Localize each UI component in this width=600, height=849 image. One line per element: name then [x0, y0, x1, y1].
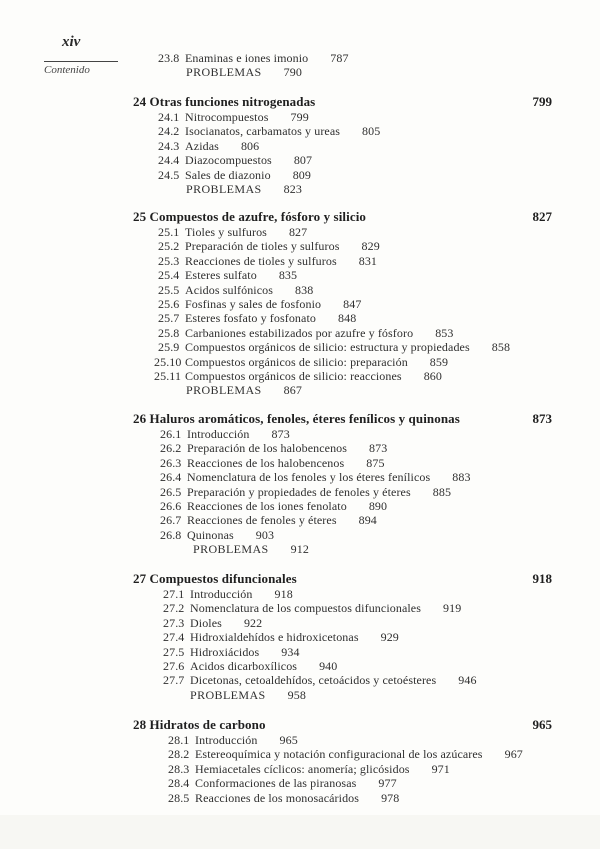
page-ref: 894: [358, 513, 377, 528]
page-ref: 885: [432, 484, 452, 499]
toc-entry: [158, 168, 311, 183]
toc-entry: [163, 601, 461, 616]
toc-problems-entry: [186, 65, 302, 80]
toc-entry: [158, 297, 361, 312]
toc-entry: [163, 630, 399, 645]
section-title: Reacciones de fenoles y éteres: [187, 513, 337, 528]
section-number: 25.2: [158, 239, 180, 254]
toc-entry: [160, 513, 377, 528]
section-title: Carbaniones estabilizados por azufre y fósforo: [185, 325, 414, 340]
section-title: Hemiacetales cíclicos: anomería; glicósidos: [195, 761, 410, 776]
toc-entry: [160, 485, 451, 500]
problems-label: PROBLEMAS: [193, 542, 269, 557]
section-number: 26.1: [160, 427, 182, 441]
section-title: Azidas: [185, 138, 219, 153]
chapter-title: 25 Compuestos de azufre, fósforo y silicio: [133, 209, 367, 224]
section-title: Acidos dicarboxílicos: [190, 659, 298, 673]
section-number: 24.5: [158, 167, 180, 182]
toc-entry: [158, 110, 309, 125]
chapter-page-ref: 918: [532, 571, 552, 586]
section-title: Hidroxiácidos: [190, 644, 260, 659]
page-ref: 929: [380, 630, 399, 645]
toc-entry: [158, 51, 349, 66]
toc-entry: [168, 733, 298, 748]
section-title: Preparación de tioles y sulfuros: [185, 239, 340, 254]
page-ref: 958: [287, 687, 306, 702]
page-bottom-edge: [0, 815, 600, 849]
page-ref: 912: [290, 542, 309, 557]
page-ref: 918: [274, 587, 293, 601]
page-ref: 940: [319, 659, 338, 673]
section-number: 28.3: [168, 761, 190, 776]
page-number: xiv: [62, 34, 81, 50]
page-ref: 971: [431, 761, 450, 776]
section-title: Introducción: [187, 427, 250, 441]
toc-entry: [160, 456, 385, 471]
section-number: 26.4: [160, 470, 182, 485]
page-ref: 853: [435, 325, 454, 340]
toc-entry: [158, 326, 454, 341]
toc-entry: [154, 369, 442, 384]
section-title: Nitrocompuestos: [185, 110, 269, 124]
problems-label: PROBLEMAS: [186, 383, 262, 398]
page-ref: 977: [378, 776, 397, 791]
page-ref: 807: [293, 153, 313, 168]
problems-label: PROBLEMAS: [190, 687, 266, 702]
section-title: Preparación de los halobencenos: [187, 441, 348, 456]
header-rule: [44, 61, 118, 62]
page-ref: 790: [283, 65, 302, 79]
section-title: Reacciones de tioles y sulfuros: [185, 253, 337, 268]
section-title: Reacciones de los iones fenolato: [187, 499, 347, 513]
section-title: Reacciones de los monosacáridos: [195, 790, 360, 805]
section-title: Preparación y propiedades de fenoles y éteres: [187, 484, 411, 499]
toc-entry: [163, 616, 262, 631]
section-title: Nomenclatura de los compuestos difuncionales: [190, 601, 422, 616]
section-number: 26.5: [160, 484, 182, 499]
toc-entry: [163, 659, 337, 674]
page-ref: 919: [443, 601, 462, 616]
page-ref: 838: [295, 282, 314, 297]
section-title: Compuestos orgánicos de silicio: reacciones: [185, 369, 402, 383]
section-number: 27.2: [163, 601, 185, 616]
page-ref: 903: [255, 527, 275, 542]
section-number: 25.5: [158, 282, 180, 297]
section-number: 25.1: [158, 225, 180, 239]
problems-label: PROBLEMAS: [186, 65, 262, 79]
section-title: Quinonas: [187, 527, 234, 542]
page-ref: 823: [283, 182, 302, 196]
section-number: 24.3: [158, 138, 180, 153]
section-number: 23.8: [158, 51, 180, 65]
toc-entry: [158, 268, 297, 283]
chapter-page-ref: 873: [532, 411, 552, 426]
toc-entry: [158, 254, 377, 269]
section-number: 26.3: [160, 455, 182, 470]
chapter-page-ref: 799: [532, 94, 552, 109]
toc-entry: [158, 139, 259, 154]
page-ref: 883: [452, 470, 471, 485]
page-ref: 873: [369, 441, 388, 456]
section-title: Isocianatos, carbamatos y ureas: [185, 124, 341, 139]
toc-entry: [158, 225, 307, 240]
section-number: 25.3: [158, 253, 180, 268]
section-number: 27.1: [163, 587, 185, 601]
section-number: 24.1: [158, 110, 180, 124]
section-number: 24.2: [158, 124, 180, 139]
page-ref: 867: [283, 383, 302, 398]
section-number: 28.2: [168, 747, 190, 762]
toc-entry: [158, 239, 380, 254]
section-number: 24.4: [158, 153, 180, 168]
page-ref: 859: [429, 354, 449, 369]
page-ref: 922: [243, 615, 263, 630]
page-ref: 860: [423, 369, 443, 383]
section-title: Dioles: [190, 615, 222, 630]
section-label: Contenido: [44, 64, 90, 76]
toc-entry: [158, 340, 510, 355]
toc-entry: [158, 124, 380, 139]
section-number: 25.10: [154, 354, 182, 369]
toc-entry: [168, 762, 450, 777]
section-title: Estereoquímica y notación configuracional de los azúcares: [195, 747, 483, 762]
chapter-page-ref: 827: [532, 209, 552, 224]
toc-entry: [158, 153, 312, 168]
toc-entry: [160, 441, 387, 456]
toc-entry: [160, 499, 387, 514]
toc-entry: [160, 528, 274, 543]
section-title: Reacciones de los halobencenos: [187, 455, 345, 470]
section-number: 27.3: [163, 615, 185, 630]
page-ref: 890: [368, 499, 388, 513]
page-ref: 835: [278, 268, 298, 283]
toc-entry: [163, 587, 293, 602]
page-ref: 831: [358, 253, 378, 268]
section-title: Dicetonas, cetoaldehídos, cetoácidos y cetoésteres: [190, 673, 437, 688]
page-ref: 829: [361, 239, 380, 254]
section-title: Fosfinas y sales de fosfonio: [185, 297, 322, 311]
section-number: 27.6: [163, 659, 185, 673]
toc-entry: [154, 355, 448, 370]
page-ref: 799: [290, 110, 309, 124]
toc-entry: [168, 776, 397, 791]
problems-label: PROBLEMAS: [186, 182, 262, 196]
section-number: 26.7: [160, 513, 182, 528]
page-ref: 809: [292, 167, 311, 182]
section-title: Diazocompuestos: [185, 153, 272, 168]
section-title: Conformaciones de las piranosas: [195, 776, 357, 791]
toc-problems-entry: [186, 383, 302, 398]
toc-entry: [168, 747, 523, 762]
page-ref: 827: [288, 225, 308, 239]
toc-entry: [160, 427, 290, 442]
section-number: 28.1: [168, 733, 190, 747]
section-number: 26.2: [160, 441, 182, 456]
section-number: 25.4: [158, 268, 180, 283]
page-ref: 967: [504, 747, 523, 762]
section-number: 25.6: [158, 297, 180, 311]
section-title: Hidroxialdehídos e hidroxicetonas: [190, 630, 359, 645]
toc-entry: [160, 470, 471, 485]
section-number: 26.6: [160, 499, 182, 513]
chapter-page-ref: 965: [532, 717, 552, 732]
page-ref: 873: [271, 427, 290, 441]
section-title: Introducción: [195, 733, 258, 747]
section-number: 26.8: [160, 527, 182, 542]
toc-entry: [163, 645, 300, 660]
toc-problems-entry: [186, 182, 302, 197]
section-number: 25.9: [158, 340, 180, 355]
section-title: Compuestos orgánicos de silicio: estructura y propiedades: [185, 340, 470, 355]
toc-entry: [158, 283, 313, 298]
chapter-title: 28 Hidratos de carbono: [133, 717, 266, 732]
toc-entry: [168, 791, 399, 806]
page-ref: 847: [343, 297, 362, 311]
section-title: Nomenclatura de los fenoles y los éteres fenílicos: [187, 470, 431, 485]
page-ref: 806: [240, 138, 260, 153]
section-title: Acidos sulfónicos: [185, 282, 274, 297]
section-number: 28.5: [168, 790, 190, 805]
page-ref: 858: [491, 340, 511, 355]
section-title: Tioles y sulfuros: [185, 225, 267, 239]
page-ref: 934: [281, 644, 300, 659]
toc-entry: [163, 673, 477, 688]
section-title: Esteres sulfato: [185, 268, 257, 283]
section-number: 25.7: [158, 311, 180, 326]
section-title: Enaminas e iones imonio: [185, 51, 309, 65]
section-number: 27.7: [163, 673, 185, 688]
page-ref: 787: [330, 51, 349, 65]
toc-problems-entry: [190, 688, 306, 703]
section-title: Compuestos orgánicos de silicio: preparación: [185, 354, 408, 369]
section-number: 25.11: [154, 369, 182, 383]
page-ref: 875: [366, 455, 385, 470]
section-number: 25.8: [158, 325, 180, 340]
page-ref: 946: [458, 673, 477, 688]
chapter-title: 27 Compuestos difuncionales: [133, 571, 297, 586]
page-ref: 805: [362, 124, 381, 139]
page-ref: 965: [279, 733, 298, 747]
section-number: 28.4: [168, 776, 190, 791]
chapter-title: 26 Haluros aromáticos, fenoles, éteres fenílicos y quinonas: [133, 411, 460, 426]
section-title: Esteres fosfato y fosfonato: [185, 311, 316, 326]
section-number: 27.5: [163, 644, 185, 659]
toc-entry: [158, 311, 356, 326]
section-title: Introducción: [190, 587, 253, 601]
section-number: 27.4: [163, 630, 185, 645]
page-ref: 848: [338, 311, 357, 326]
page-ref: 978: [381, 790, 400, 805]
toc-problems-entry: [193, 542, 309, 557]
chapter-title: 24 Otras funciones nitrogenadas: [133, 94, 316, 109]
section-title: Sales de diazonio: [185, 167, 271, 182]
